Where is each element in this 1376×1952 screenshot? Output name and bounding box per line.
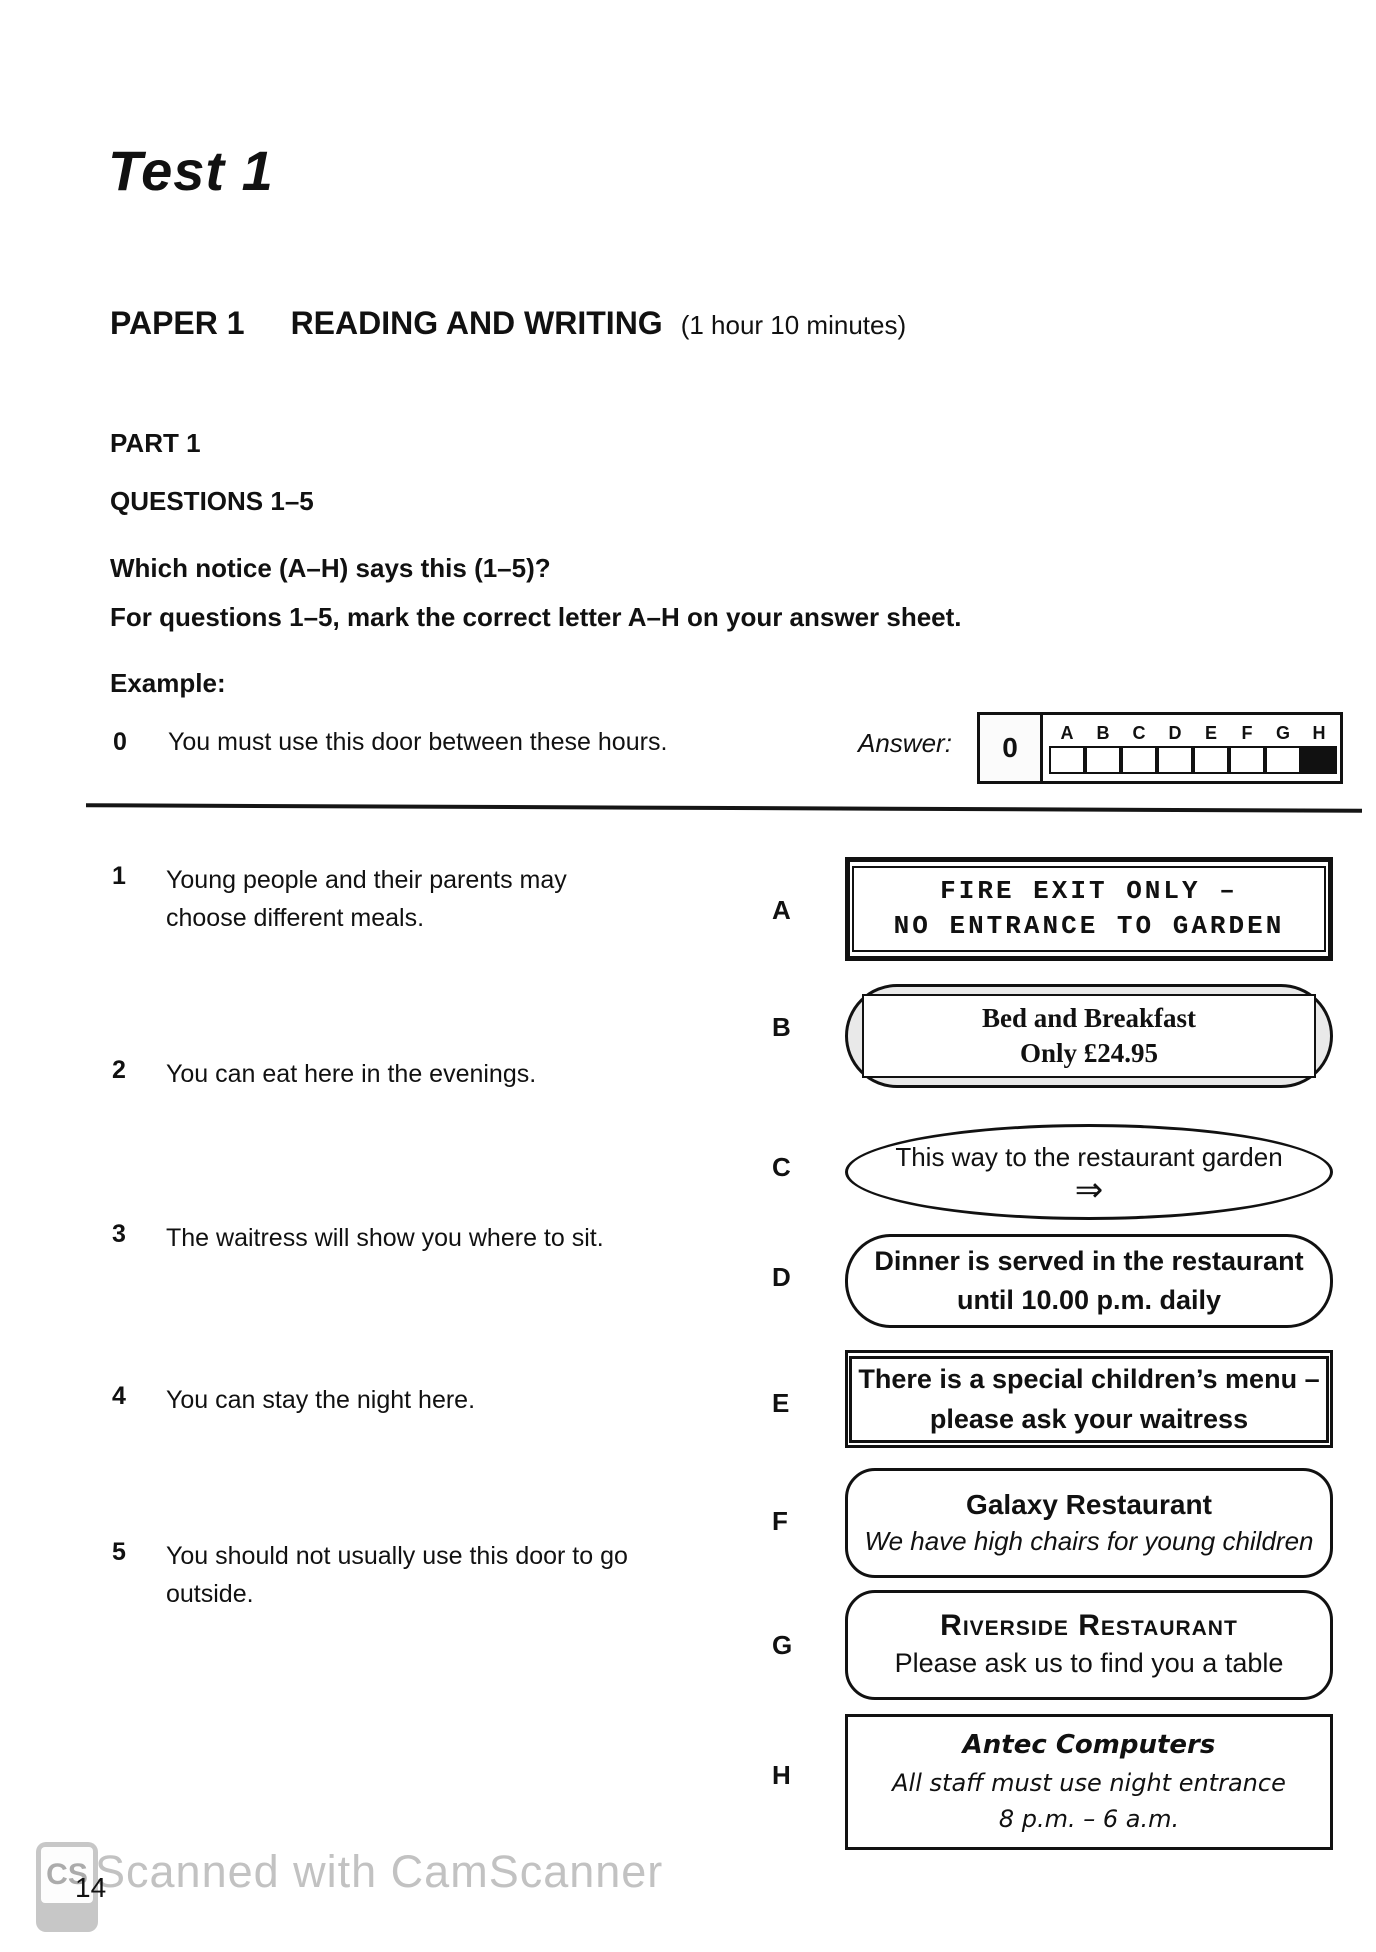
answer-option-a xyxy=(1049,724,1085,774)
answer-option-f xyxy=(1229,724,1265,774)
part-heading: PART 1 xyxy=(110,428,201,458)
question-4-number: 4 xyxy=(112,1382,126,1410)
instruction-question: Which notice (A–H) says this (1–5)? xyxy=(110,553,551,583)
question-5-number: 5 xyxy=(112,1538,126,1566)
question-1-number: 1 xyxy=(112,862,126,890)
notice-letter-c: C xyxy=(772,1152,791,1182)
notice-letter-a: A xyxy=(772,895,791,925)
notice-f-galaxy-restaurant xyxy=(845,1468,1333,1578)
option-letter-g: G xyxy=(1275,723,1290,743)
notice-letter-d: D xyxy=(772,1262,791,1292)
option-checkbox-c xyxy=(1121,746,1157,774)
notice-e-line2: please ask your waitress xyxy=(929,1404,1249,1434)
test-title: Test 1 xyxy=(108,139,274,202)
option-checkbox-e xyxy=(1193,746,1229,774)
option-letter-c: C xyxy=(1132,723,1146,743)
instruction-mark: For questions 1–5, mark the correct letter A–H on your answer sheet. xyxy=(110,602,962,632)
notice-f-line1: Galaxy Restaurant xyxy=(966,1488,1212,1520)
option-checkbox-b xyxy=(1085,746,1121,774)
question-2-text: You can eat here in the evenings. xyxy=(166,1060,537,1088)
paper-heading xyxy=(110,305,906,342)
notice-b-bed-breakfast xyxy=(845,984,1333,1088)
notice-b-line2: Only £24.95 xyxy=(1019,1038,1159,1068)
notice-h-antec-computers xyxy=(845,1714,1333,1850)
notice-a-line2: NO ENTRANCE TO GARDEN xyxy=(893,911,1285,941)
question-1-text: Young people and their parents may choose different meals. xyxy=(166,866,567,932)
question-3-text: The waitress will show you where to sit. xyxy=(166,1224,604,1252)
example-number: 0 xyxy=(113,728,127,756)
right-double-arrow-icon: ⇒ xyxy=(1074,1171,1104,1210)
answer-option-g xyxy=(1265,724,1301,774)
notice-a-line1: FIRE EXIT ONLY – xyxy=(940,875,1238,906)
question-5-text: You should not usually use this door to go outside. xyxy=(166,1542,628,1608)
option-checkbox-a xyxy=(1049,746,1085,774)
example-label: Example: xyxy=(110,668,226,698)
answer-option-b xyxy=(1085,724,1121,774)
notice-c-line1: This way to the restaurant garden xyxy=(895,1141,1283,1172)
paper-name: READING AND WRITING xyxy=(290,305,663,341)
notice-g-line1: Riverside Restaurant xyxy=(940,1609,1238,1643)
answer-option-e xyxy=(1193,724,1229,774)
watermark-text: Scanned with CamScanner xyxy=(95,1846,664,1897)
question-3 xyxy=(112,1220,654,1258)
notice-e-inner-frame xyxy=(849,1356,1329,1443)
question-2-number: 2 xyxy=(112,1056,126,1084)
notice-b-inner-frame xyxy=(862,994,1316,1078)
notice-letter-h: H xyxy=(772,1760,791,1790)
notice-d-line2: until 10.00 p.m. daily xyxy=(956,1285,1222,1315)
question-4 xyxy=(112,1382,654,1420)
notice-a-inner-frame xyxy=(852,866,1326,952)
notice-f-line2: We have high chairs for young children xyxy=(864,1526,1314,1556)
option-letter-h: H xyxy=(1312,723,1326,743)
option-letter-b: B xyxy=(1096,723,1110,743)
option-checkbox-d xyxy=(1157,746,1193,774)
notice-letter-b: B xyxy=(772,1012,791,1042)
notice-g-riverside-restaurant xyxy=(845,1590,1333,1700)
notice-d-line1: Dinner is served in the restaurant xyxy=(874,1245,1304,1276)
option-checkbox-f xyxy=(1229,746,1265,774)
question-3-number: 3 xyxy=(112,1220,126,1248)
notice-letter-g: G xyxy=(772,1630,793,1660)
camscanner-icon-label: CS xyxy=(41,1847,93,1903)
example-text: You must use this door between these hours. xyxy=(168,728,668,756)
notice-a-fire-exit xyxy=(845,857,1333,961)
page-number: 14 xyxy=(75,1872,107,1903)
question-2 xyxy=(112,1056,654,1094)
answer-label: Answer: xyxy=(858,728,952,758)
option-letter-a: A xyxy=(1060,723,1074,743)
notice-letter-e: E xyxy=(772,1388,790,1418)
section-divider xyxy=(86,803,1362,813)
notice-g-line2: Please ask us to find you a table xyxy=(894,1647,1284,1678)
notice-h-line3: 8 p.m. – 6 a.m. xyxy=(998,1804,1180,1833)
option-letter-e: E xyxy=(1204,723,1217,743)
notice-e-line1: There is a special children’s menu – xyxy=(858,1363,1320,1394)
notice-b-line1: Bed and Breakfast xyxy=(981,1002,1197,1033)
notice-h-line2: All staff must use night entrance xyxy=(892,1768,1286,1797)
option-checkbox-h-marked xyxy=(1301,746,1337,774)
paper-duration: (1 hour 10 minutes) xyxy=(680,310,907,340)
notice-e-childrens-menu xyxy=(845,1350,1333,1448)
answer-option-c xyxy=(1121,724,1157,774)
question-5 xyxy=(112,1538,654,1613)
notice-letter-f: F xyxy=(772,1506,788,1536)
questions-heading: QUESTIONS 1–5 xyxy=(110,486,314,516)
answer-box xyxy=(977,712,1343,784)
answer-box-number-cell: 0 xyxy=(980,715,1043,781)
answer-option-h xyxy=(1301,724,1337,774)
option-checkbox-g xyxy=(1265,746,1301,774)
answer-options-grid xyxy=(1043,715,1343,781)
notice-d-dinner-served xyxy=(845,1234,1333,1328)
notice-h-line1: Antec Computers xyxy=(962,1730,1216,1761)
paper-label: PAPER 1 xyxy=(110,305,245,341)
option-letter-f: F xyxy=(1241,723,1253,743)
notice-c-restaurant-garden xyxy=(845,1124,1333,1220)
question-1 xyxy=(112,862,654,937)
question-4-text: You can stay the night here. xyxy=(166,1386,476,1414)
answer-option-d xyxy=(1157,724,1193,774)
option-letter-d: D xyxy=(1168,723,1182,743)
